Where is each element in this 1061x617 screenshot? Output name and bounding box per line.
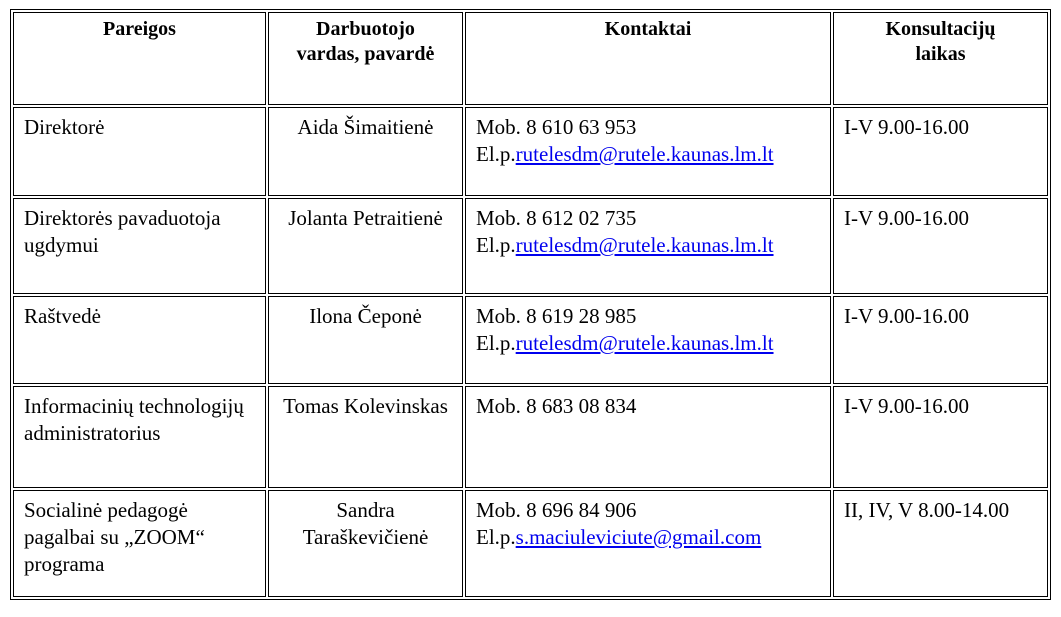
- email-link[interactable]: rutelesdm@rutele.kaunas.lm.lt: [515, 233, 774, 257]
- header-hours-line1: Konsultacijų: [885, 18, 996, 40]
- header-hours: [833, 12, 1048, 105]
- email-prefix: El.p.: [476, 233, 516, 257]
- hours-cell: [833, 490, 1048, 597]
- hours-text: I-V 9.00-16.00: [844, 304, 970, 328]
- contact-cell: [465, 107, 831, 196]
- header-role: [13, 12, 266, 105]
- name-cell: Jolanta Petraitienė: [268, 198, 463, 294]
- email-line: [476, 141, 820, 168]
- header-name-line2: vardas, pavardė: [296, 43, 435, 65]
- hours-text: II, IV, V 8.00-14.00: [844, 498, 1010, 522]
- role-cell: Raštvedė: [13, 296, 266, 384]
- table-row: [13, 490, 1048, 597]
- hours-text: I-V 9.00-16.00: [844, 394, 970, 418]
- name-cell: Ilona Čeponė: [268, 296, 463, 384]
- header-contacts-label: Kontaktai: [604, 18, 692, 40]
- hours-cell: [833, 386, 1048, 488]
- email-link[interactable]: s.maciuleviciute@gmail.com: [515, 525, 762, 549]
- header-contacts: [465, 12, 831, 105]
- role-cell: Direktorė: [13, 107, 266, 196]
- phone-text: Mob. 8 612 02 735: [476, 206, 637, 230]
- role-cell: Direktorės pavaduotoja ugdymui: [13, 198, 266, 294]
- hours-cell: [833, 107, 1048, 196]
- name-cell: Sandra Taraškevičienė: [268, 490, 463, 597]
- email-link[interactable]: rutelesdm@rutele.kaunas.lm.lt: [515, 142, 774, 166]
- table-row: [13, 296, 1048, 384]
- contact-cell: [465, 198, 831, 294]
- table-row: [13, 386, 1048, 488]
- email-prefix: El.p.: [476, 331, 516, 355]
- name-cell: Tomas Kolevinskas: [268, 386, 463, 488]
- phone-text: Mob. 8 696 84 906: [476, 498, 637, 522]
- phone-text: Mob. 8 619 28 985: [476, 304, 637, 328]
- email-prefix: El.p.: [476, 142, 516, 166]
- role-cell: Socialinė pedagogė pagalbai su „ZOOM“ programa: [13, 490, 266, 597]
- header-name-line1: Darbuotojo: [316, 18, 415, 40]
- staff-contacts-table: [10, 9, 1051, 600]
- header-role-label: Pareigos: [103, 18, 176, 40]
- table-row: [13, 198, 1048, 294]
- email-link[interactable]: rutelesdm@rutele.kaunas.lm.lt: [515, 331, 774, 355]
- hours-text: I-V 9.00-16.00: [844, 206, 970, 230]
- email-line: [476, 524, 820, 551]
- email-line: [476, 330, 820, 357]
- contact-cell: [465, 296, 831, 384]
- phone-text: Mob. 8 683 08 834: [476, 394, 637, 418]
- table-row: [13, 107, 1048, 196]
- header-hours-line2: laikas: [915, 43, 966, 65]
- name-cell: Aida Šimaitienė: [268, 107, 463, 196]
- contact-cell: [465, 386, 831, 488]
- contact-cell: [465, 490, 831, 597]
- email-line: [476, 232, 820, 259]
- hours-text: I-V 9.00-16.00: [844, 115, 970, 139]
- role-cell: Informacinių technologijų administratorius: [13, 386, 266, 488]
- hours-cell: [833, 296, 1048, 384]
- email-prefix: El.p.: [476, 525, 516, 549]
- phone-text: Mob. 8 610 63 953: [476, 115, 637, 139]
- table-header-row: [13, 12, 1048, 105]
- header-name: [268, 12, 463, 105]
- hours-cell: [833, 198, 1048, 294]
